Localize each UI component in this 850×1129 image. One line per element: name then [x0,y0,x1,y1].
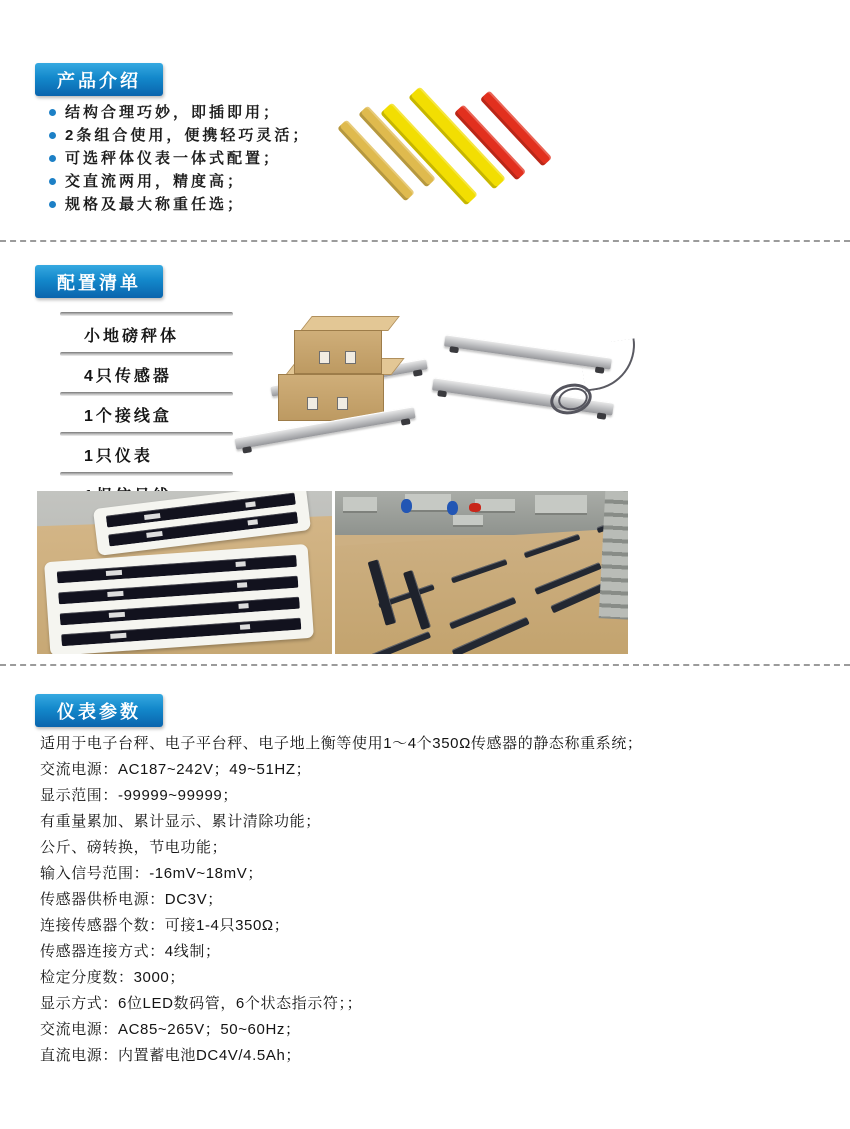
carton-box-shape [294,330,382,374]
shelf-shape [535,495,587,515]
config-item: 4只传感器 [84,368,172,385]
config-item: 1个接线盒 [84,408,172,425]
weighing-beams-with-cable-image [432,326,632,444]
intro-bullet: 规格及最大称重任选； [48,193,348,216]
config-title-badge [35,265,163,298]
yellow-red-weighing-bars-image [330,100,626,228]
param-line: 交流电源：AC85~265V；50~60Hz； [40,1021,301,1038]
param-line: 直流电源：内置蓄电池DC4V/4.5Ah； [40,1047,301,1064]
shelf-shape [453,515,483,527]
carton-box-shape [300,316,400,331]
box-label-mark [319,351,330,364]
intro-bullet: 交直流两用，精度高； [48,170,348,193]
intro-bullet-list [48,101,348,216]
intro-bullet: 结构合理巧妙，即插即用； [48,101,348,124]
dashed-divider [0,240,850,242]
box-label-mark [345,351,356,364]
param-line: 交流电源：AC187~242V；49~51HZ； [40,761,312,778]
intro-bullet: 2条组合使用，便携轻巧灵活； [48,124,348,147]
signal-cable-shape [579,338,641,391]
boxes-on-weighing-beams-image [232,300,430,482]
param-line: 显示范围：-99999~99999； [40,787,238,804]
config-item: 小地磅秤体 [84,328,180,345]
red-object-shape [469,503,481,512]
config-title: 配置清单 [57,272,141,293]
param-line: 传感器连接方式：4线制； [40,943,221,960]
param-line: 输入信号范围：-16mV~18mV； [40,865,263,882]
param-line: 显示方式：6位LED数码管，6个状态指示符；； [40,995,363,1012]
red-bar-shape [480,90,552,166]
intro-bullet: 可选秤体仪表一体式配置； [48,147,348,170]
intro-title-badge [35,63,163,96]
packaged-beams-photo [37,491,332,654]
intro-title: 产品介绍 [57,70,141,91]
config-item: 1只仪表 [84,448,153,465]
foam-tray-shape [44,544,314,654]
param-line: 适用于电子台秤、电子平台秤、电子地上衡等使用1～4个350Ω传感器的静态称重系统； [40,735,643,752]
dashed-divider [0,664,850,666]
params-title-badge [35,694,163,727]
param-line: 检定分度数：3000； [40,969,185,986]
box-label-mark [307,397,318,410]
shelf-shape [475,499,515,513]
config-item-list [60,312,233,512]
worker-figure-shape [447,501,458,515]
params-title: 仪表参数 [57,701,141,722]
param-line: 有重量累加、累计显示、累计清除功能； [40,813,321,830]
worker-figure-shape [401,499,412,513]
shelf-shape [343,497,377,513]
param-line: 传感器供桥电源：DC3V； [40,891,223,908]
param-line: 连接传感器个数：可接1-4只350Ω； [40,917,290,934]
production-floor-photo [335,491,628,654]
param-line: 公斤、磅转换，节电功能； [40,839,228,856]
params-text-block [40,731,830,1069]
box-label-mark [337,397,348,410]
